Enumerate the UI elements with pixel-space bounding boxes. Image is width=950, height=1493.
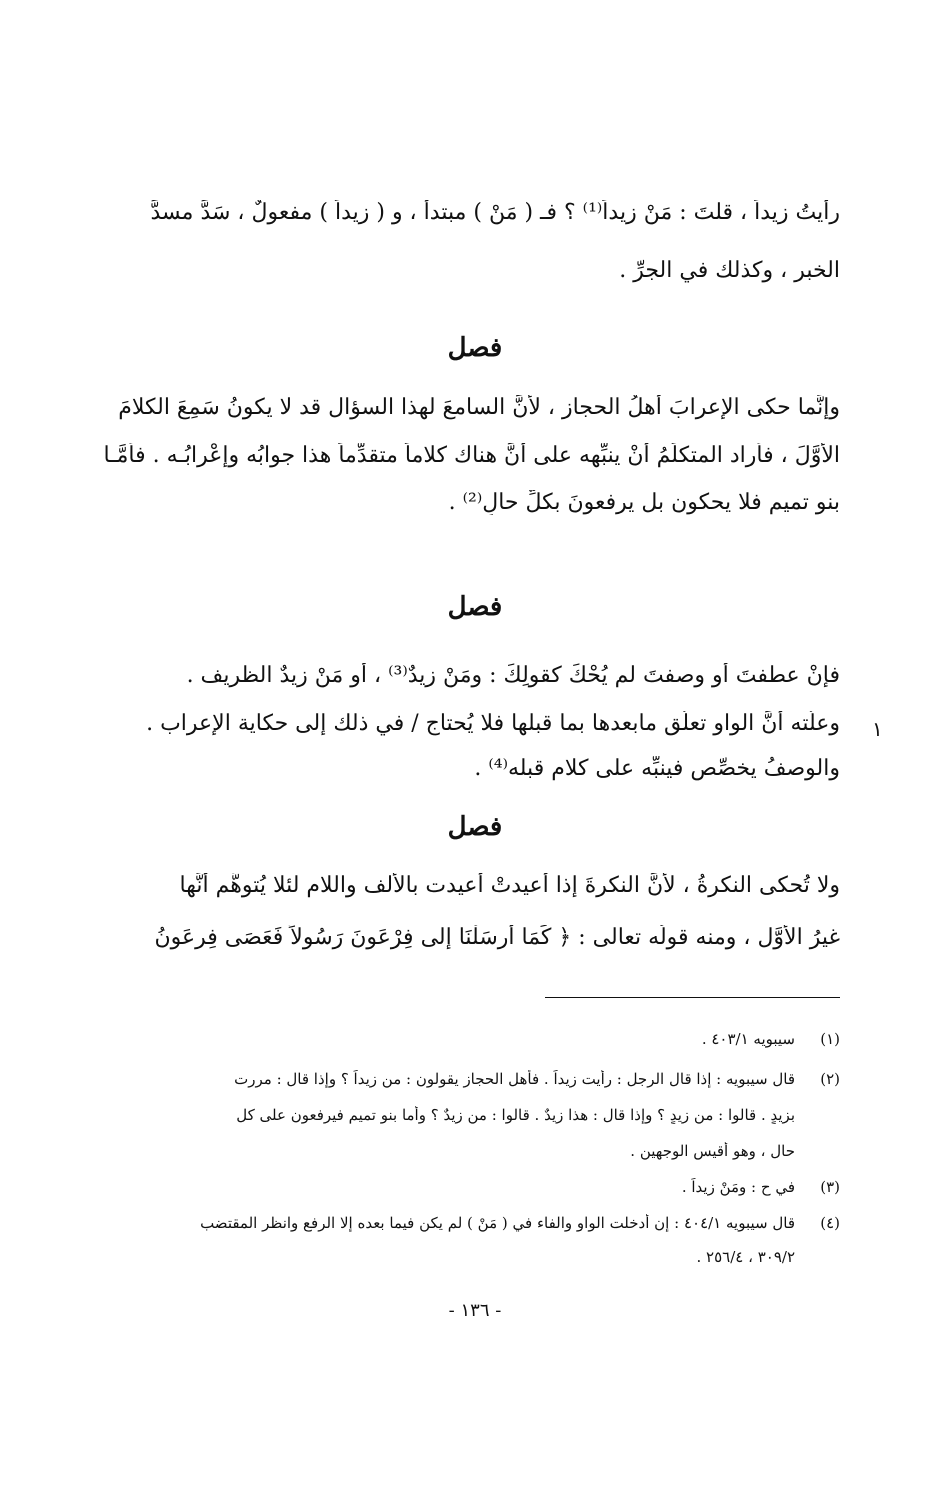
section-heading: فصل (447, 592, 503, 622)
footnote-number: (٤) (820, 1214, 840, 1232)
footnote-line: قال سيبويه : إذا قال الرجل : رأيت زيداً . فأهل الحجاز يقولون : من زيداً ؟ وإذا قال : مررت (234, 1070, 795, 1088)
body-line: وإنَّما حكى الإعرابَ أهلُ الحجاز ، لأنَّ السامعَ لهذا السؤال قد لا يكونُ سَمِعَ الكلامَ (118, 395, 840, 420)
section-heading: فصل (447, 333, 503, 363)
body-line: والوصفُ يخصِّص فينبِّه على كلام قبله⁽⁴⁾ . (474, 756, 840, 781)
page-number: - ١٣٦ - (448, 1300, 502, 1321)
footnote-number: (١) (820, 1030, 840, 1048)
body-line: فإنْ عطفتَ أو وصفتَ لم يُحْكَ كقولِكَ : ومَنْ زيدٌ⁽³⁾ ، أو مَنْ زيدٌ الظريف . (186, 663, 840, 688)
footnote-line: ٣٠٩/٢ ، ٢٥٦/٤ . (696, 1248, 795, 1266)
footnote-line: في ح : ومَنْ زيداً . (681, 1178, 795, 1196)
body-line: بنو تميمٍ فلا يحكون بل يرفعونَ بكلِّ حالٍ⁽²⁾ . (448, 490, 840, 515)
footnote-number: (٣) (820, 1178, 840, 1196)
body-line: الخبر ، وكذلك في الجرِّ . (619, 258, 840, 283)
footnote-line: بزيدٍ . قالوا : من زيدٍ ؟ وإذا قال : هذا زيدٌ . قالوا : من زيدٌ ؟ وأما بنو تميم فيرفعون على كل (236, 1106, 795, 1124)
section-heading: فصل (447, 812, 503, 842)
footnote-number: (٢) (820, 1070, 840, 1088)
body-line: الأوَّلَ ، فأراد المتكلِّمُ أنْ ينبِّهه على أنَّ هناك كلاماً متقدِّماً هذا جوابُه وإعْرابُـه . فأمَّـا (103, 443, 840, 468)
footnote-line: حال ، وهو أقيس الوجهين . (630, 1142, 795, 1160)
body-line: غيرُ الأوَّل ، ومنه قولُه تعالى : ﴿ كَمَا أرسَلْنَا إلى فِرْعَونَ رَسُولاً فَعَصَى فِرعَونُ (154, 925, 840, 950)
body-line: وعلَّته أنَّ الواو تعلَّق مابعدها بما قبلها فلا يُحتاج / في ذلك إلى حكاية الإعراب . (146, 711, 840, 736)
body-line: ولا تُحكى النكرةُ ، لأنَّ النكرةَ إذا أُعيدتْ أُعيدت بالألف واللام لئلا يُتوهَّم أنَّها (179, 873, 840, 898)
footnote-line: قال سيبويه ٤٠٤/١ : إن أدخلت الواو والفاء في ( مَنْ ) لم يكن فيما بعده إلا الرفع وانظر المقتضب (200, 1214, 795, 1232)
margin-page-marker: ١ (872, 717, 883, 741)
body-line: رأيتُ زيداً ، قلتَ : مَنْ زيداً⁽¹⁾ ؟ فـ ( مَنْ ) مبتدأ ، و ( زيداً ) مفعولٌ ، سَدَّ مسدَّ (150, 200, 840, 225)
footnote-separator (545, 997, 840, 998)
footnote-line: سيبويه ٤٠٣/١ . (701, 1030, 795, 1048)
